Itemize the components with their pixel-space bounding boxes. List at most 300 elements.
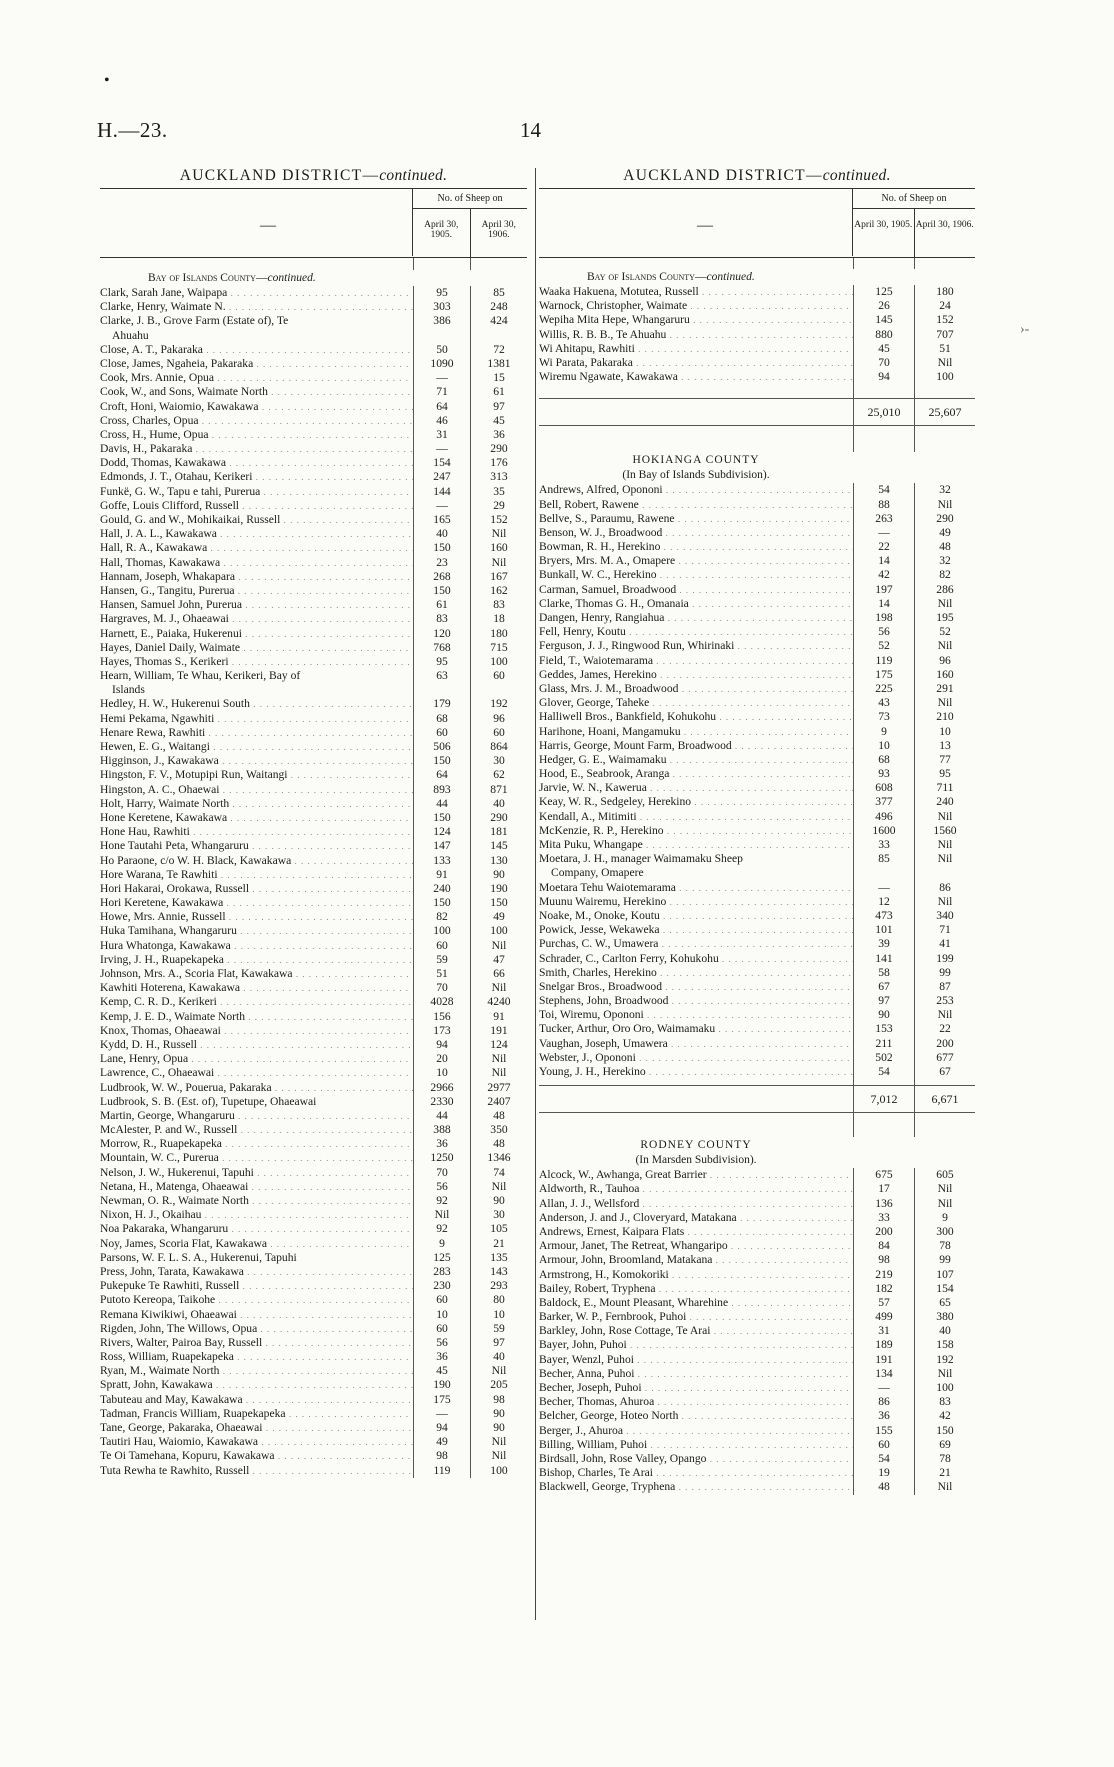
row-owner-name: Bayer, Wenzl, Puhoi . . .: [539, 1353, 853, 1367]
row-owner-name: Martin, George, Whangaruru . . .: [100, 1109, 413, 1123]
table-row: [100, 1279, 527, 1293]
table-row: [539, 852, 975, 866]
row-sheep-1905: —: [853, 881, 914, 895]
table-row: [100, 541, 527, 555]
row-owner-name: Tuta Rewha te Rawhito, Russell . . .: [100, 1464, 413, 1478]
table-row: [539, 866, 975, 880]
hokianga-gap: [539, 426, 975, 452]
row-sheep-1906: Nil: [914, 810, 975, 824]
row-sheep-1905: 119: [853, 654, 914, 668]
row-sheep-1905: 101: [853, 923, 914, 937]
row-owner-name: Kemp, J. E. D., Waimate North . . .: [100, 1010, 413, 1024]
row-sheep-1905: 95: [413, 286, 470, 300]
row-sheep-1905: 4028: [413, 995, 470, 1009]
row-owner-name: Bryers, Mrs. M. A., Omapere . . .: [539, 554, 853, 568]
table-row: [100, 1464, 527, 1478]
table-row: [100, 1194, 527, 1208]
row-sheep-1906: 40: [470, 1350, 527, 1364]
row-sheep-1906: 10: [914, 725, 975, 739]
row-sheep-1906: 145: [470, 839, 527, 853]
row-sheep-1906: 87: [914, 980, 975, 994]
row-sheep-1905: 211: [853, 1037, 914, 1051]
row-sheep-1906: 67: [914, 1065, 975, 1079]
row-owner-name: Fell, Henry, Koutu . . .: [539, 625, 853, 639]
row-owner-name: Funkë, G. W., Tapu e tahi, Purerua . . .: [100, 485, 413, 499]
table-row: [100, 768, 527, 782]
row-owner-name: Rigden, John, The Willows, Opua . . .: [100, 1322, 413, 1336]
row-owner-name: Tautiri Hau, Waiomio, Kawakawa . . .: [100, 1435, 413, 1449]
table-row: [100, 967, 527, 981]
row-sheep-1905: 70: [413, 981, 470, 995]
row-sheep-1906: 291: [914, 682, 975, 696]
row-sheep-1906: 100: [914, 370, 975, 384]
table-row: [539, 682, 975, 696]
row-sheep-1905: 36: [413, 1350, 470, 1364]
row-sheep-1906: 1381: [470, 357, 527, 371]
table-row: [100, 839, 527, 853]
table-row: [539, 1367, 975, 1381]
left-section-continued: continued.: [267, 272, 316, 284]
row-sheep-1905: 22: [853, 540, 914, 554]
row-owner-name: Edmonds, J. T., Otahau, Kerikeri . . .: [100, 470, 413, 484]
row-owner-name: Purchas, C. W., Umawera . . .: [539, 937, 853, 951]
row-sheep-1905: 56: [853, 625, 914, 639]
row-sheep-1906: 69: [914, 1438, 975, 1452]
table-row: [539, 639, 975, 653]
table-row: [100, 1449, 527, 1463]
row-sheep-1906: 13: [914, 739, 975, 753]
page-number: 14: [520, 118, 541, 142]
hokianga-title: HOKIANGA COUNTY: [632, 454, 760, 467]
row-owner-name: Becher, Thomas, Ahuroa . . .: [539, 1395, 853, 1409]
row-sheep-1905: 71: [413, 385, 470, 399]
table-row: [100, 499, 527, 513]
table-row: [539, 1282, 975, 1296]
table-row: [100, 470, 527, 484]
row-owner-name: Bishop, Charles, Te Arai . . .: [539, 1466, 853, 1480]
table-row: [539, 710, 975, 724]
row-sheep-1906: Nil: [470, 981, 527, 995]
row-sheep-1906: 424: [470, 314, 527, 328]
row-sheep-1906: 41: [914, 937, 975, 951]
table-row: [539, 1381, 975, 1395]
table-row: [539, 1296, 975, 1310]
row-owner-name: Close, A. T., Pakaraka . . .: [100, 343, 413, 357]
row-sheep-1905: 247: [413, 470, 470, 484]
table-row: [100, 286, 527, 300]
row-owner-name: Anderson, J. and J., Cloveryard, Matakana . . .: [539, 1211, 853, 1225]
row-sheep-1906: Nil: [470, 1435, 527, 1449]
bay-total-1905: 25,010: [853, 399, 914, 425]
row-owner-name: Tane, George, Pakaraka, Ohaeawai . . .: [100, 1421, 413, 1435]
row-owner-name: Bowman, R. H., Herekino . . .: [539, 540, 853, 554]
row-sheep-1905: 94: [413, 1038, 470, 1052]
left-table-header: [100, 188, 527, 258]
table-row: [539, 937, 975, 951]
table-row: [100, 712, 527, 726]
table-row: [100, 1066, 527, 1080]
bay-total-1906: 25,607: [914, 399, 975, 425]
row-sheep-1905: 2966: [413, 1081, 470, 1095]
row-sheep-1905: [853, 866, 914, 880]
table-row: [539, 540, 975, 554]
row-owner-name: Moetara Tehu Waiotemarama . . .: [539, 881, 853, 895]
row-owner-name: Mountain, W. C., Purerua . . .: [100, 1151, 413, 1165]
table-row: [539, 498, 975, 512]
row-sheep-1906: 52: [914, 625, 975, 639]
row-sheep-1906: 95: [914, 767, 975, 781]
row-sheep-1906: 340: [914, 909, 975, 923]
row-owner-name: McKenzie, R. P., Herekino . . .: [539, 824, 853, 838]
table-row: [100, 1350, 527, 1364]
row-owner-name: Stephens, John, Broadwood . . .: [539, 994, 853, 1008]
row-sheep-1906: 2977: [470, 1081, 527, 1095]
row-sheep-1906: Nil: [914, 696, 975, 710]
row-sheep-1906: 91: [470, 1010, 527, 1024]
right-heading-continued: continued.: [822, 167, 891, 184]
row-sheep-1905: 119: [413, 1464, 470, 1478]
table-row: [539, 299, 975, 313]
table-row: [100, 1052, 527, 1066]
row-owner-name: Hori Hakarai, Orokawa, Russell . . .: [100, 882, 413, 896]
row-sheep-1905: 33: [853, 838, 914, 852]
table-row: [100, 1024, 527, 1038]
table-row: [100, 1435, 527, 1449]
row-sheep-1906: 85: [470, 286, 527, 300]
right-sheep-title: No. of Sheep on: [853, 189, 975, 209]
rodney-gap: [539, 1113, 975, 1137]
row-sheep-1906: 199: [914, 952, 975, 966]
row-owner-name: Snelgar Bros., Broadwood . . .: [539, 980, 853, 994]
row-owner-name: Aldworth, R., Tauhoa . . .: [539, 1182, 853, 1196]
row-sheep-1905: 200: [853, 1225, 914, 1239]
row-sheep-1905: 44: [413, 1109, 470, 1123]
row-owner-name: Field, T., Waiotemarama . . .: [539, 654, 853, 668]
row-sheep-1905: 73: [853, 710, 914, 724]
table-row: [539, 1197, 975, 1211]
row-sheep-1905: 145: [853, 313, 914, 327]
row-owner-name: Cross, Charles, Opua . . .: [100, 414, 413, 428]
row-owner-name: Geddes, James, Herekino . . .: [539, 668, 853, 682]
row-sheep-1906: 707: [914, 328, 975, 342]
row-sheep-1906: [470, 683, 527, 697]
row-sheep-1905: 54: [853, 1452, 914, 1466]
table-row: [100, 910, 527, 924]
row-sheep-1906: 96: [914, 654, 975, 668]
row-sheep-1906: 180: [914, 285, 975, 299]
row-sheep-1906: 29: [470, 499, 527, 513]
row-sheep-1905: 64: [413, 768, 470, 782]
table-row: [100, 939, 527, 953]
row-sheep-1905: 506: [413, 740, 470, 754]
row-owner-name: Ferguson, J. J., Ringwood Run, Whirinaki . . .: [539, 639, 853, 653]
table-row: [539, 753, 975, 767]
table-row: [539, 1310, 975, 1324]
row-owner-name: Dangen, Henry, Rangiahua . . .: [539, 611, 853, 625]
table-row: [539, 810, 975, 824]
row-owner-name: Clarke, J. B., Grove Farm (Estate of), Te: [100, 314, 289, 328]
row-owner-name: Harris, George, Mount Farm, Broadwood . . .: [539, 739, 853, 753]
row-sheep-1906: 162: [470, 584, 527, 598]
table-row: [100, 329, 527, 343]
row-sheep-1905: —: [853, 1381, 914, 1395]
row-sheep-1905: 675: [853, 1168, 914, 1182]
row-sheep-1905: 1090: [413, 357, 470, 371]
row-owner-name: Hansen, Samuel John, Purerua . . .: [100, 598, 413, 612]
row-sheep-1906: 4240: [470, 995, 527, 1009]
row-sheep-1906: 248: [470, 300, 527, 314]
row-sheep-1905: 92: [413, 1222, 470, 1236]
row-sheep-1906: Nil: [914, 852, 975, 866]
row-sheep-1905: 502: [853, 1051, 914, 1065]
row-owner-name: Carman, Samuel, Broadwood . . .: [539, 583, 853, 597]
row-sheep-1905: 49: [413, 1435, 470, 1449]
right-heading-text: AUCKLAND DISTRICT—: [623, 167, 823, 184]
row-owner-name: Benson, W. J., Broadwood . . .: [539, 526, 853, 540]
row-sheep-1905: 12: [853, 895, 914, 909]
row-sheep-1905: 165: [413, 513, 470, 527]
row-sheep-1905: 147: [413, 839, 470, 853]
table-row: [100, 1308, 527, 1322]
row-owner-name: Keay, W. R., Sedgeley, Herekino . . .: [539, 795, 853, 809]
row-owner-name: Waaka Hakuena, Motutea, Russell . . .: [539, 285, 853, 299]
row-sheep-1906: 40: [470, 797, 527, 811]
table-row: [100, 740, 527, 754]
row-sheep-1906: 190: [470, 882, 527, 896]
rodney-title: RODNEY COUNTY: [640, 1139, 752, 1152]
row-owner-name: Andrews, Alfred, Opononi . . .: [539, 483, 853, 497]
row-sheep-1905: 156: [413, 1010, 470, 1024]
row-sheep-1905: 26: [853, 299, 914, 313]
row-sheep-1906: 715: [470, 641, 527, 655]
table-row: [100, 1010, 527, 1024]
left-section-title: [100, 270, 527, 286]
row-sheep-1905: 17: [853, 1182, 914, 1196]
row-sheep-1906: Nil: [914, 356, 975, 370]
row-sheep-1906: 47: [470, 953, 527, 967]
row-sheep-1905: —: [413, 371, 470, 385]
row-owner-name: Hayes, Thomas S., Kerikeri . . .: [100, 655, 413, 669]
row-owner-name: Remana Kiwikiwi, Ohaeawai . . .: [100, 1308, 413, 1322]
row-sheep-1906: 152: [914, 313, 975, 327]
row-sheep-1905: 190: [413, 1378, 470, 1392]
hokianga-total-1906: 6,671: [914, 1086, 975, 1112]
row-owner-name: Hone Keretene, Kawakawa . . .: [100, 811, 413, 825]
row-sheep-1905: 45: [413, 1364, 470, 1378]
table-row: [539, 838, 975, 852]
table-row: [539, 1480, 975, 1494]
row-owner-name: Armstrong, H., Komokoriki . . .: [539, 1268, 853, 1282]
row-owner-name: Rivers, Walter, Pairoa Bay, Russell . . .: [100, 1336, 413, 1350]
table-row: [100, 1364, 527, 1378]
table-row: [100, 570, 527, 584]
row-owner-name: Ryan, M., Waimate North . . .: [100, 1364, 413, 1378]
row-sheep-1905: 263: [853, 512, 914, 526]
table-row: [539, 1225, 975, 1239]
row-owner-name: Billing, William, Puhoi . . .: [539, 1438, 853, 1452]
row-sheep-1905: 473: [853, 909, 914, 923]
row-sheep-1905: 31: [413, 428, 470, 442]
row-sheep-1906: 105: [470, 1222, 527, 1236]
row-sheep-1906: 100: [470, 1464, 527, 1478]
row-sheep-1906: Nil: [470, 1066, 527, 1080]
row-sheep-1906: 61: [470, 385, 527, 399]
row-owner-name: Jarvie, W. N., Kaweruа . . .: [539, 781, 853, 795]
row-sheep-1905: 84: [853, 1239, 914, 1253]
table-row: [100, 1038, 527, 1052]
row-owner-name: Hannam, Joseph, Whakapara . . .: [100, 570, 413, 584]
row-owner-name: Hearn, William, Te Whau, Kerikeri, Bay of: [100, 669, 301, 683]
row-sheep-1906: 864: [470, 740, 527, 754]
row-sheep-1905: 23: [413, 556, 470, 570]
row-owner-name: Noake, M., Onoke, Koutu . . .: [539, 909, 853, 923]
row-sheep-1905: 608: [853, 781, 914, 795]
row-sheep-1906: 167: [470, 570, 527, 584]
row-sheep-1906: 80: [470, 1293, 527, 1307]
row-sheep-1906: 154: [914, 1282, 975, 1296]
row-owner-name: Nixon, H. J., Okaihau . . .: [100, 1208, 413, 1222]
row-owner-name: Moetara, J. H., manager Waimamaku Sheep: [539, 852, 743, 866]
row-sheep-1906: 97: [470, 1336, 527, 1350]
right-table-header: [539, 188, 975, 258]
row-sheep-1906: 158: [914, 1338, 975, 1352]
table-row: [539, 923, 975, 937]
row-sheep-1906: 143: [470, 1265, 527, 1279]
row-owner-name: Webster, J., Opononi . . .: [539, 1051, 853, 1065]
row-sheep-1906: Nil: [914, 498, 975, 512]
table-row: [100, 1222, 527, 1236]
row-sheep-1905: 225: [853, 682, 914, 696]
row-sheep-1905: 191: [853, 1353, 914, 1367]
row-owner-name: Ross, William, Ruapekapeka . . .: [100, 1350, 413, 1364]
table-row: [539, 654, 975, 668]
table-row: [539, 1065, 975, 1079]
row-owner-name: Noa Pakaraka, Whangaruru . . .: [100, 1222, 413, 1236]
row-sheep-1906: 66: [470, 967, 527, 981]
row-sheep-1906: 83: [914, 1395, 975, 1409]
row-owner-name: Vaughan, Joseph, Umawera . . .: [539, 1037, 853, 1051]
row-sheep-1905: 141: [853, 952, 914, 966]
row-owner-name: Blackwell, George, Tryphena . . .: [539, 1480, 853, 1494]
row-sheep-1905: 175: [853, 668, 914, 682]
row-sheep-1906: 65: [914, 1296, 975, 1310]
row-sheep-1906: 21: [914, 1466, 975, 1480]
left-col-1905: April 30, 1905.: [424, 220, 459, 240]
table-row: [100, 612, 527, 626]
row-sheep-1905: —: [413, 1407, 470, 1421]
right-col-1905: April 30, 1905.: [854, 220, 913, 230]
row-sheep-1905: 150: [413, 754, 470, 768]
row-owner-name: Hall, R. A., Kawakawa . . .: [100, 541, 413, 555]
row-sheep-1905: 60: [413, 1322, 470, 1336]
row-sheep-1905: 68: [413, 712, 470, 726]
row-owner-name: Becher, Anna, Puhoi . . .: [539, 1367, 853, 1381]
row-sheep-1905: 57: [853, 1296, 914, 1310]
row-sheep-1906: 18: [470, 612, 527, 626]
row-sheep-1905: 64: [413, 400, 470, 414]
left-district-heading: [100, 164, 527, 188]
table-row: [539, 1253, 975, 1267]
table-row: [539, 611, 975, 625]
table-row: [539, 1022, 975, 1036]
row-sheep-1906: 48: [470, 1137, 527, 1151]
row-owner-name: Hood, E., Seabrook, Aranga . . .: [539, 767, 853, 781]
left-spacer: [100, 258, 527, 270]
row-sheep-1905: 85: [853, 852, 914, 866]
row-sheep-1905: 9: [853, 725, 914, 739]
row-sheep-1905: 175: [413, 1393, 470, 1407]
table-row: [100, 669, 527, 683]
table-row: [100, 854, 527, 868]
left-section-name: Bay of Islands County—: [148, 272, 268, 284]
table-row: [539, 1182, 975, 1196]
row-sheep-1906: 871: [470, 783, 527, 797]
row-sheep-1905: 125: [413, 1251, 470, 1265]
row-sheep-1906: 300: [914, 1225, 975, 1239]
row-sheep-1906: 90: [470, 868, 527, 882]
row-owner-name: Henare Rewa, Rawhiti . . .: [100, 726, 413, 740]
row-sheep-1905: 19: [853, 1466, 914, 1480]
left-header-dash: —: [260, 217, 276, 234]
row-sheep-1905: 50: [413, 343, 470, 357]
row-sheep-1905: 179: [413, 697, 470, 711]
row-sheep-1905: 268: [413, 570, 470, 584]
row-sheep-1905: 173: [413, 1024, 470, 1038]
row-owner-name: Becher, Joseph, Puhoi . . .: [539, 1381, 853, 1395]
table-row: [539, 668, 975, 682]
row-sheep-1906: Nil: [914, 639, 975, 653]
row-sheep-1906: Nil: [470, 939, 527, 953]
row-owner-name: Irving, J. H., Ruapekapeka . . .: [100, 953, 413, 967]
table-row: [100, 811, 527, 825]
row-owner-name: Hura Whatonga, Kawakawa . . .: [100, 939, 413, 953]
table-row: [539, 1051, 975, 1065]
row-owner-name: Bayer, John, Puhoi . . .: [539, 1338, 853, 1352]
row-sheep-1906: Nil: [470, 1449, 527, 1463]
table-row: [100, 896, 527, 910]
row-sheep-1906: 290: [470, 442, 527, 456]
table-row: [539, 1239, 975, 1253]
left-sheep-header: [412, 189, 527, 256]
table-row: [100, 1322, 527, 1336]
row-owner-name: Press, John, Tarata, Kawakawa . . .: [100, 1265, 413, 1279]
row-sheep-1906: 71: [914, 923, 975, 937]
row-sheep-1905: 1250: [413, 1151, 470, 1165]
row-sheep-1906: [914, 866, 975, 880]
row-owner-name: Clarke, Henry, Waimate N. . . .: [100, 300, 413, 314]
row-sheep-1906: 313: [470, 470, 527, 484]
table-row: [100, 1137, 527, 1151]
row-owner-name: Knox, Thomas, Ohaeawai . . .: [100, 1024, 413, 1038]
row-owner-name: Islands: [112, 683, 145, 697]
row-sheep-1905: 91: [413, 868, 470, 882]
row-owner-name: Hedger, G. E., Waimamaku . . .: [539, 753, 853, 767]
row-owner-name: Wepiha Mita Hepe, Whangaruru . . .: [539, 313, 853, 327]
row-sheep-1906: 49: [914, 526, 975, 540]
row-sheep-1905: 33: [853, 1211, 914, 1225]
column-divider: [535, 168, 536, 1620]
row-sheep-1905: 880: [853, 328, 914, 342]
row-sheep-1905: 230: [413, 1279, 470, 1293]
row-owner-name: Lawrence, C., Ohaeawai . . .: [100, 1066, 413, 1080]
row-owner-name: Hewen, E. G., Waitangi . . .: [100, 740, 413, 754]
row-owner-name: Tabuteau and May, Kawakawa . . .: [100, 1393, 413, 1407]
table-row: [539, 1424, 975, 1438]
table-row: [539, 568, 975, 582]
table-row: [539, 1395, 975, 1409]
row-sheep-1906: 40: [914, 1324, 975, 1338]
table-row: [100, 754, 527, 768]
